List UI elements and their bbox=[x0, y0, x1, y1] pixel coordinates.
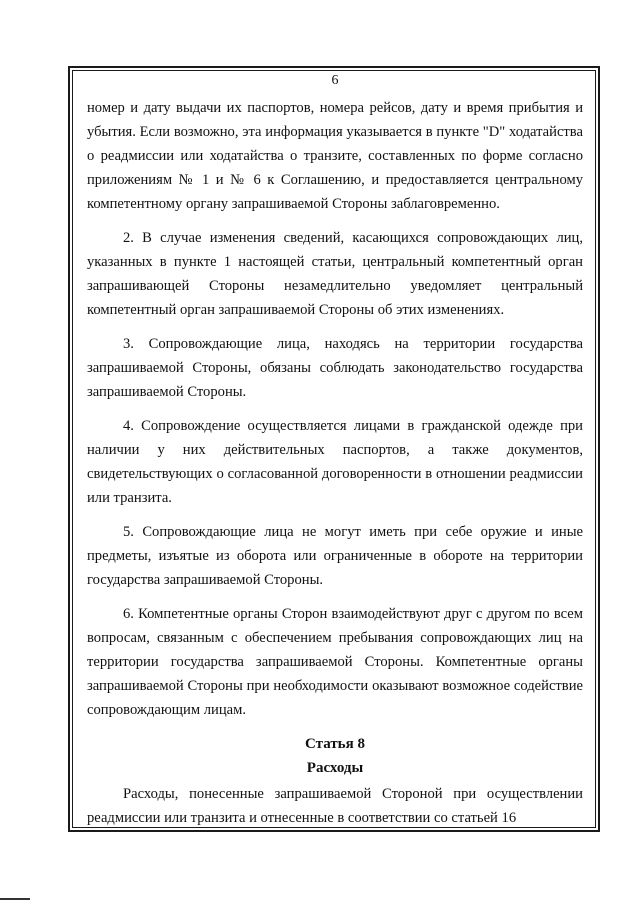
paragraph-continuation: номер и дату выдачи их паспортов, номера рейсов, дату и время прибытия и убытия. Если возможно, эта информация указывается в пункте "D" ходатайства о реадмиссии или ходатайства о транзите, составленных по форме согласно приложениям № 1 и № 6 к Соглашению, и предоставляется центральному компетентному органу запрашиваемой Стороны заблаговременно. bbox=[87, 100, 583, 212]
paragraph-2: 2. В случае изменения сведений, касающихся сопровождающих лиц, указанных в пункте 1 настоящей статьи, центральный компетентный орган запрашивающей Стороны незамедлительно уведомляет центральный компетентный орган запрашиваемой Стороны об этих изменениях. bbox=[87, 230, 583, 318]
page-edge-mark bbox=[0, 898, 30, 900]
paragraph-6: 6. Компетентные органы Сторон взаимодействуют друг с другом по всем вопросам, связанным с обеспечением пребывания сопровождающих лиц на территории государства запрашиваемой Стороны. Компетентные органы запрашиваемой Стороны при необходимости оказывают возможное содействие сопровождающим лицам. bbox=[87, 606, 583, 718]
paragraph-5: 5. Сопровождающие лица не могут иметь при себе оружие и иные предметы, изъятые из оборота или ограниченные в обороте на территории государства запрашиваемой Стороны. bbox=[87, 524, 583, 588]
paragraph-3: 3. Сопровождающие лица, находясь на территории государства запрашиваемой Стороны, обязаны соблюдать законодательство государства запрашиваемой Стороны. bbox=[87, 336, 583, 400]
document-body bbox=[87, 71, 583, 840]
paragraph-4: 4. Сопровождение осуществляется лицами в гражданской одежде при наличии у них действительных паспортов, а также документов, свидетельствующих о согласованной договоренности в отношении реадмиссии или транзита. bbox=[87, 418, 583, 506]
article-subtitle: Расходы bbox=[306, 760, 364, 776]
article-paragraph: Расходы, понесенные запрашиваемой Стороной при осуществлении реадмиссии или транзита и отнесенные в соответствии со статьей 16 bbox=[87, 786, 583, 826]
article-title: Статья 8 bbox=[305, 736, 365, 752]
page-number: 6 bbox=[331, 73, 339, 88]
